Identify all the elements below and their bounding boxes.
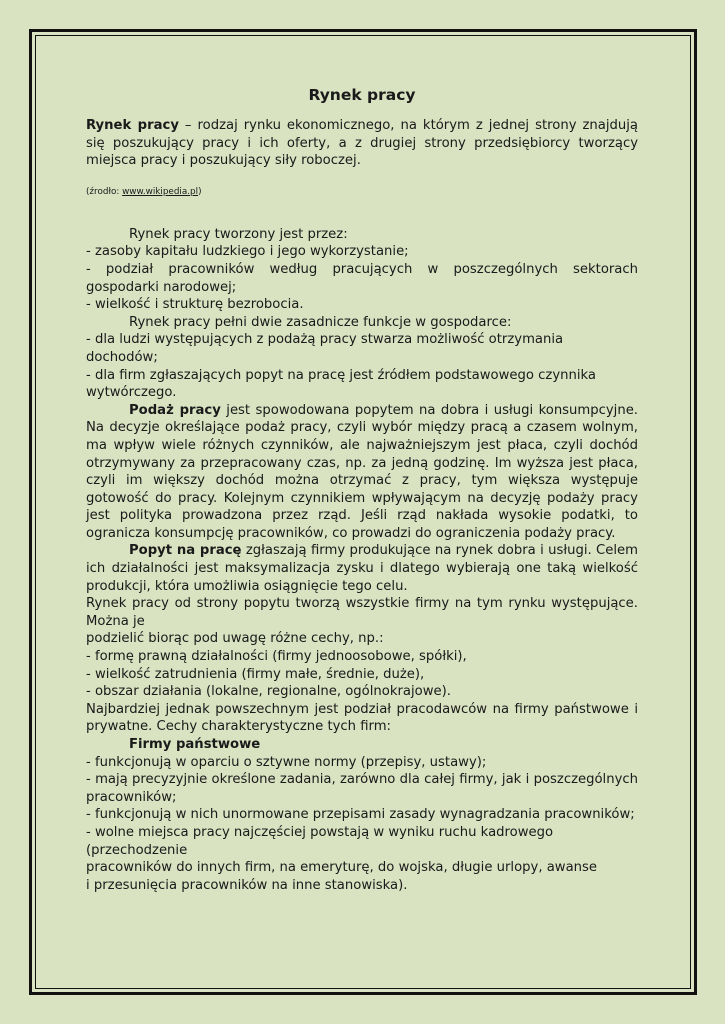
source-suffix: ) [198,186,202,197]
supply-paragraph [86,402,638,543]
list-item: - wolne miejsca pracy najczęściej powstają w wyniku ruchu kadrowego (przechodzenie [86,824,554,858]
supply-term: Podaż pracy [129,402,221,418]
demand-line: Rynek pracy od strony popytu tworzą wszystkie firmy na tym rynku występujące. Można je [86,596,638,629]
list-item-continued: pracowników do innych firm, na emeryturę, do wojska, długie urlopy, awanse [86,860,598,876]
list-item: - dla ludzi występujących z podażą pracy stwarza możliwość otrzymania dochodów; [86,332,564,365]
list-item: - funkcjonują w oparciu o sztywne normy (przepisy, ustawy); [86,754,487,770]
demand-term: Popyt na pracę [129,543,242,559]
source-note [86,186,638,198]
list-item: - podział pracowników według pracujących w poszczególnych sektorach gospodarki narodowej; [86,261,638,295]
list-item: - mają precyzyjnie określone zadania, zarówno dla całej firmy, jak i poszczególnych pracowników; [86,772,638,805]
state-firms-heading [86,736,638,754]
list-item: - dla firm zgłaszających popyt na pracę jest źródłem podstawowego czynnika wytwórczego. [86,367,596,401]
state-firms-heading-text: Firmy państwowe [129,737,261,752]
list-item: - wielkość zatrudnienia (firmy małe, średnie, duże), [86,666,425,682]
demand-line: podzielić biorąc pod uwagę różne cechy, np.: [86,631,384,647]
list-item: - wielkość i strukturę bezrobocia. [86,297,304,313]
page-title: Rynek pracy [308,86,416,104]
supply-text: jest spowodowana popytem na dobra i usługi konsumpcyjne. Na decyzje określające podaż pracy, czyli wybór między pracą a czasem wolnym, ma wpływ wiele różnych czynników, ale najważniejszym jest płaca, czyli dochód otrzymywany za przepracowany czas, np. za jedną godzinę. Im wyższa jest płaca, czyli im większy dochód można otrzymać z pracy, tym większa występuje gotowość do pracy. Kolejnym czynnikiem wpływającym na decyzję podaży pracy jest polityka prowadzona przez rząd. Jeśli rząd nakłada wysokie podatki, to ogranicza konsumpcję pracowników, co prowadzi do ograniczenia podaży pracy. [86,402,639,541]
source-link[interactable]: www.wikipedia.pl [122,186,199,197]
demand-paragraph [86,542,638,595]
list-item: - obszar działania (lokalne, regionalne, ogólnokrajowe). [86,684,451,700]
list-item-continued: i przesunięcia pracowników na inne stanowiska). [86,877,408,893]
list-item: - formę prawną działalności (firmy jednoosobowe, spółki), [86,649,467,665]
list-item: - funkcjonują w nich unormowane przepisami zasady wynagradzania pracowników; [86,807,635,823]
definition-text: – rodzaj rynku ekonomicznego, na którym z jednej strony znajdują się poszukujący pracy i ich oferty, a z drugiej strony przedsiębiorcy tworzący miejsca pracy i poszukujący siły roboczej. [86,118,638,169]
list-item: - zasoby kapitału ludzkiego i jego wykorzystanie; [86,244,409,260]
functions-intro: Rynek pracy pełni dwie zasadnicze funkcje w gospodarce: [129,314,512,330]
source-prefix: (źrodło: [86,186,123,197]
document-body [86,84,638,894]
division-paragraph: Najbardziej jednak powszechnym jest podział pracodawców na firmy państwowe i prywatne. Cechy charakterystyczne tych firm: [86,701,638,735]
definition-term: Rynek pracy [86,118,179,133]
demand-text: zgłaszają firmy produkujące na rynek dobra i usługi. Celem ich działalności jest maksymalizacja zysku i dlatego wybierają one taką wielkość produkcji, która umożliwia osiągnięcie tego celu. [86,543,638,594]
labor-market-intro: Rynek pracy tworzony jest przez: [129,226,348,242]
definition-paragraph [86,117,638,170]
